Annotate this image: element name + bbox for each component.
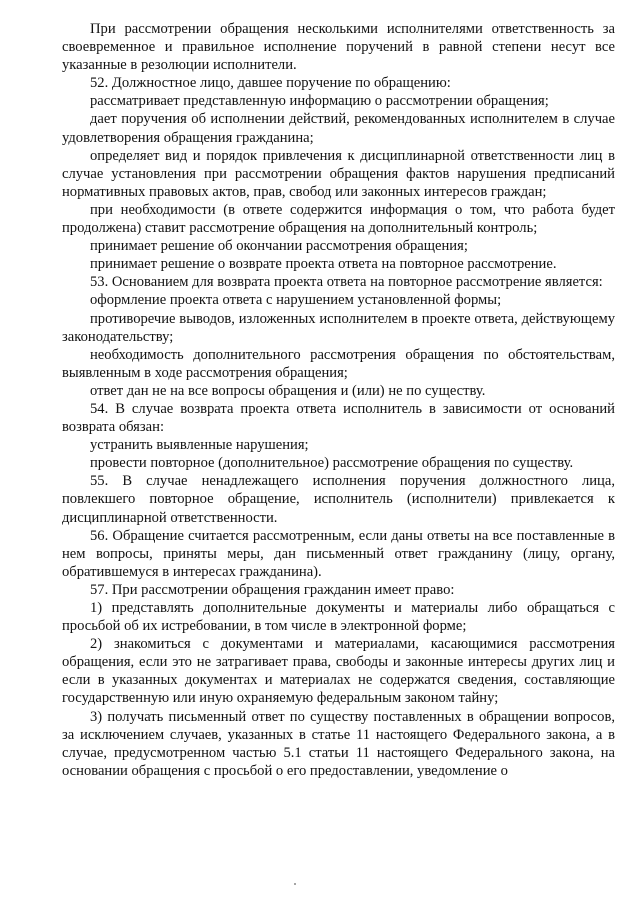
paragraph: дает поручения об исполнении действий, рекомендованных исполнителем в случае удовлетворения обращения гражданина; [62,111,615,146]
paragraph: 1) представлять дополнительные документы и материалы либо обращаться с просьбой об их истребовании, в том числе в электронной форме; [62,600,615,635]
scan-speck [294,883,296,885]
paragraph: 57. При рассмотрении обращения гражданин имеет право: [90,581,455,598]
paragraph: принимает решение о возврате проекта ответа на повторное рассмотрение. [90,256,557,273]
paragraph: принимает решение об окончании рассмотрения обращения; [90,238,468,255]
paragraph: 53. Основанием для возврата проекта ответа на повторное рассмотрение является: [90,274,603,291]
paragraph: ответ дан не на все вопросы обращения и (или) не по существу. [90,382,486,399]
paragraph: провести повторное (дополнительное) рассмотрение обращения по существу. [90,455,574,472]
paragraph: противоречие выводов, изложенных исполнителем в проекте ответа, действующему законодательству; [62,310,615,345]
paragraph: определяет вид и порядок привлечения к дисциплинарной ответственности лиц в случае установления при рассмотрении обращения фактов нарушения предписаний нормативных правовых актов, прав, свобод или законных интересов граждан; [62,147,615,200]
paragraph: При рассмотрении обращения несколькими исполнителями ответственность за своевременное и правильное исполнение поручений в равной степени несут все указанные в резолюции исполнители. [62,21,615,74]
paragraph: устранить выявленные нарушения; [90,437,309,454]
document-body [62,20,615,780]
paragraph: 3) получать письменный ответ по существу поставленных в обращении вопросов, за исключением случаев, указанных в статье 11 настоящего Федерального закона, а в случае, предусмотренном частью 5.1 статьи 11 настоящего Федерального закона, на основании обращения с просьбой о его предоставлении, уведомление о [62,708,615,779]
paragraph: 56. Обращение считается рассмотренным, если даны ответы на все поставленные в нем вопросы, приняты меры, дан письменный ответ гражданину (лицу, органу, обратившемуся в интересах гражданина). [62,527,615,580]
paragraph: 52. Должностное лицо, давшее поручение по обращению: [90,75,451,92]
paragraph: рассматривает представленную информацию о рассмотрении обращения; [90,93,549,110]
paragraph: оформление проекта ответа с нарушением установленной формы; [90,292,502,309]
paragraph: при необходимости (в ответе содержится информация о том, что работа будет продолжена) ставит рассмотрение обращения на дополнительный контроль; [62,201,615,237]
paragraph: 54. В случае возврата проекта ответа исполнитель в зависимости от оснований возврата обязан: [62,400,615,436]
paragraph: 2) знакомиться с документами и материалами, касающимися рассмотрения обращения, если это не затрагивает права, свободы и законные интересы других лиц и если в указанных документах и материалах не содержатся сведения, составляющие государственную или иную охраняемую федеральным законом тайну; [62,636,615,707]
paragraph: 55. В случае ненадлежащего исполнения поручения должностного лица, повлекшего повторное обращение, исполнитель (исполнители) привлекается к дисциплинарной ответственности. [62,473,615,526]
paragraph: необходимость дополнительного рассмотрения обращения по обстоятельствам, выявленным в ходе рассмотрения обращения; [62,346,615,381]
